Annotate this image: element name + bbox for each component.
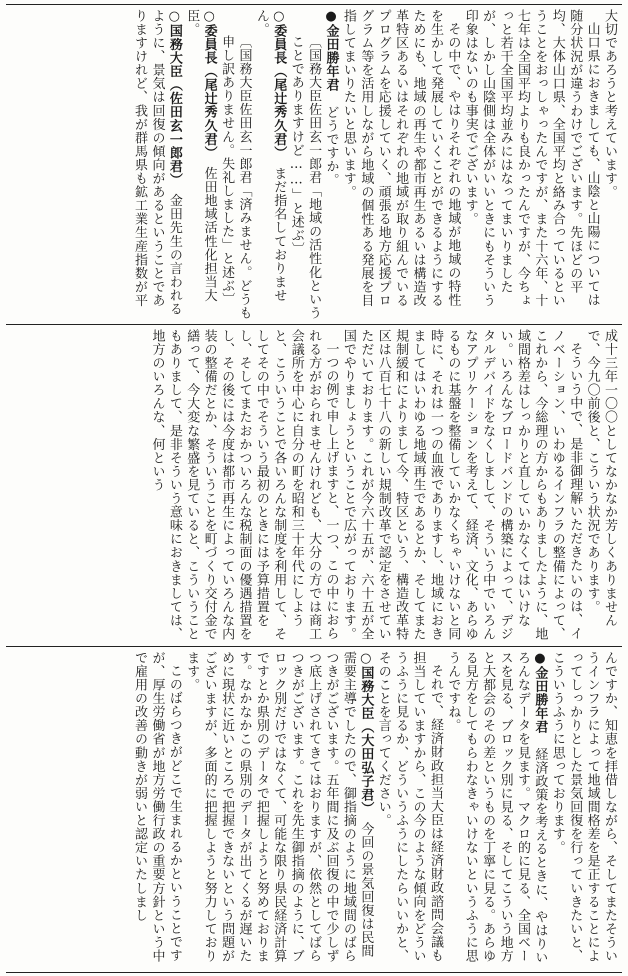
speech [444,651,548,969]
paragraph [601,9,618,320]
tier-divider-1 [6,324,622,325]
speaker-mark-icon: ● [532,651,548,666]
speech-text: まだ指名しておりません。 [253,9,287,303]
paragraph-text: 大切であろうと考えています。 [602,9,617,199]
tier-3 [8,651,620,969]
paragraph [340,329,584,642]
speaker-name: 金田勝年君 [532,666,548,734]
speech-text: 経済政策を考えるときに、やはりいろんなデータを見ます。マクロ的に見る、全国ベースを見る、ブロック別に見る、そしてこういう地方と大都会のその差というものを丁寧に見る。あらゆる見方をしてもらわなきゃいけないというふうに思うんですね。 [445,651,548,965]
top-rule [6,4,622,5]
speaker-mark-icon: ● [323,9,339,24]
paragraph-text: 成十三年一〇〇としてなかなか芳しくありませんで、今九〇前後と、こういう状況であります。 [584,329,617,628]
speech [131,9,183,320]
stage-note-text: 〔国務大臣佐田玄一郎君「地域の活性化ということでありますけど……」と述ぶ〕 [288,35,322,320]
speech [183,651,374,969]
speech-text: 今回の景気回復は民間需要主導でしたので、御指摘のように地域間のばらつきがございます。五年間に及ぶ回復の中で少しずつ底上げされてきてはおりますが、依然としてばらつきがございます。これを先生御指摘のように、ブロック別だけではなくて、可能な限り県民経済計算ですとか県別のデータで把握しようと努めております。なかなかこの県別のデータが出てくるが遅いために現状に近いところで把握できないという問題がございますが、多面的に把握しようと努力しております。 [184,651,374,963]
speaker-name: 金田勝年君 [323,24,339,92]
tier-1-text [8,9,620,320]
speech [252,9,287,320]
stage-note [287,9,322,320]
tier-divider-2 [6,646,622,647]
paragraph-text: 一つの例で申し上げますと、一つ、この中におられる方がおられませんけれども、大分の方では商工会議所を中心に自分の町を昭和三十年代にしようと、こういうことで各いろんな制度を利用して、そしてその中でそういう最初のときには予算措置をし、そしてまたおかついろんな税制面の優遇措置をし、その後には今度は都市再生によっていろんな内装の整備だとか、そういうことを町づくり交付金で繕って、今大変な繁盛を見ていると、こういうこともありまして、是非そういう意味におきましては、地方のいろんな、何という [149,329,339,641]
speech-text: 佐田地域活性化担当大臣。 [184,9,217,303]
paragraph-text: それで、経済財政担当大臣は経済財政諮問会議も担当していますから、この今のような傾向をどういうふうに見るか、どういうふうにしたらいいかと、そのことを言ってください。 [375,651,443,963]
stage-note-text: 〔国務大臣佐田玄一郎君「済みません。どうも申し訳ありません。失礼しました」と述ぶ〕 [219,35,252,320]
speech-text: 金田先生の言われるように、景気は回復の傾向があるということでありますけれど、我が群馬県も鉱工業生産指数が平 [132,9,182,316]
paragraph [583,329,618,642]
speaker-name: 国務大臣（大田弘子君） [358,666,374,809]
tier-2-text [8,329,620,642]
speech-text: どうですか。 [323,105,339,187]
paragraph-text: そういう中で、是非御理解いただきたいのは、イノベーション、いわゆるインフラの整備によって、これから、今総理の方からもありましたように、地域間格差はしっかりと直していかなくてはいけない。いろんなブロードバンドの構築によって、デジタルデバイドをなくしまして、そういう中でいろんなアプリケーションを考えて、経済、文化、あらゆるものに基盤を整備していかなくちゃいけないと同時に、それは一つの血液でありますし、地域におきましてはいわゆる地域再生であるとか、そしてまた規制緩和によりまして今、特区という、構造改革特区は八百七十八の新しい規制改革で認定をさせていただいております。これが今六十五が、六十五が全国でやりましょうということで広がっております。 [340,329,583,641]
speaker-mark-icon: ○ [271,9,287,24]
stage-note [218,9,253,320]
paragraph [340,9,462,320]
speaker-name: 委員長（尾辻秀久君） [201,24,217,153]
paragraph-text: このばらつきがどこで生まれるかということですが、厚生労働省が地方労働行政の重要方針という中で雇用の改善の動きが弱いと認定いたしまし [132,651,182,963]
paragraph [131,651,183,969]
paragraph-text: その中で、やはりそれぞれの地域が地域の特性を生かして発展していくことができるようにするためにも、地域の再生や都市再生あるいは構造改革特区あるいはそれぞれの地域が取り組んでいるプログラムを応援していく、頑張る地方応援プログラム等を活用しながら地域の個性ある発展を目指してまいりたいと思います。 [340,9,461,308]
speech [183,9,218,320]
paragraph-text: 山口県におきましても、山陰と山陽については随分状況が違うわけでございます。先ほどの平均、大体山口県、全国平均と絡み合っているということをおっしゃったんですが、また十六年、十七年は全国平均よりも良かったんですが、今ちょっと若干全国平均並みにはなってまいりましたが、しかし山陰側は全体がいいときにもそういう印象はないのも事実でございます。 [462,9,600,308]
tier-2 [8,329,620,642]
bottom-rule [6,972,622,973]
speech [322,9,339,320]
speaker-mark-icon: ○ [166,9,182,24]
paragraph-text: んですか、知恵を拝借しながら、そしてまたそういうインフラによって地域間格差を是正することによってしっかりとした景気回復を行っていきたいと、こういうふうに思っております。 [549,651,617,963]
speaker-mark-icon: ○ [358,651,374,666]
speaker-mark-icon: ○ [201,9,217,24]
paragraph [148,329,339,642]
paragraph [461,9,600,320]
tier-3-text [8,651,620,969]
paragraph [548,651,618,969]
tier-1 [8,9,620,320]
speaker-name: 国務大臣（佐田玄一郎君） [166,24,182,181]
paragraph [374,651,444,969]
speaker-name: 委員長（尾辻秀久君） [271,24,287,153]
